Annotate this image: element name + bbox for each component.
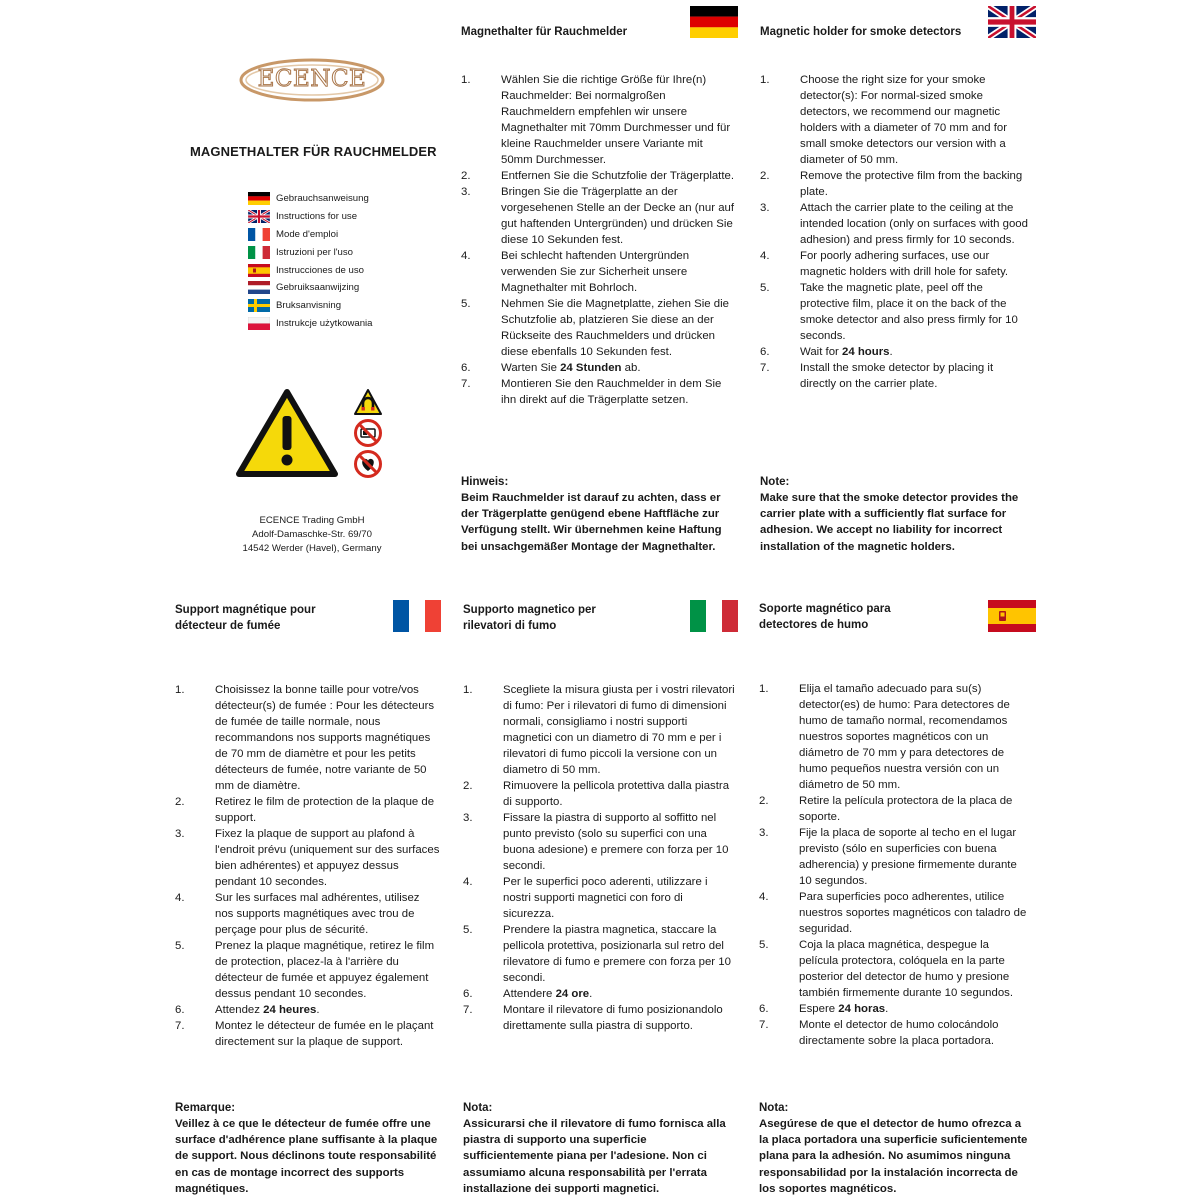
language-item-se <box>248 297 428 315</box>
step-item: 5. Nehmen Sie die Magnetplatte, ziehen Sie die Schutzfolie ab, platzieren Sie diese an der Rückseite des Rauchmelders und drücken diese ebenfalls 10 Sekunden fest. <box>461 298 729 358</box>
flag-gb-icon <box>248 210 270 223</box>
step-item: 6. Attendez 24 heures. <box>175 1004 320 1016</box>
step-item: 1. Scegliete la misura giusta per i vostri rilevatori di fumo: Per i rilevatori di fumo di dimensioni normali, consigliamo i nostri supporti magnetici con un diametro di 70 mm e per i rilevatori di fumo piccoli la versione con un diametro di 50 mm. <box>463 684 735 776</box>
magnet-warning-icon <box>353 388 383 421</box>
flag-fr-icon <box>248 228 270 241</box>
step-item: 2. Retire la película protectora de la placa de soporte. <box>759 795 1013 823</box>
step-item: 3. Attach the carrier plate to the ceiling at the intended location (only on surfaces with good adhesion) and press firmly for 10 seconds. <box>760 202 1028 246</box>
step-item: 2. Retirez le film de protection de la plaque de support. <box>175 796 435 824</box>
note-de <box>461 474 733 555</box>
note-fr <box>175 1100 447 1197</box>
language-item-es <box>248 261 428 279</box>
step-item: 1. Choose the right size for your smoke detector(s): For normal-sized smoke detectors, we recommend our magnetic holders with a diameter of 70 mm and for small smoke detectors our version with a diameter of 50 mm. <box>760 74 1008 166</box>
step-item: 6. Wait for 24 hours. <box>760 346 893 358</box>
step-item: 5. Prendere la piastra magnetica, staccare la pellicola protettiva, posizionarla sul retro del rilevatore di fumo e premere con forza per 10 secondi. <box>463 924 731 984</box>
section-title-fr: Support magnétique pour détecteur de fumée <box>175 604 316 632</box>
step-item: 3. Fije la placa de soporte al techo en el lugar previsto (sólo en superficies con buena adherencia) y presione firmemente durante 10 segundos. <box>759 827 1017 887</box>
step-item: 4. Sur les surfaces mal adhérentes, utilisez nos supports magnétiques avec trou de perçage pour plus de sécurité. <box>175 892 420 936</box>
section-title-es: Soporte magnético para detectores de humo <box>759 603 891 631</box>
no-electronics-icon <box>353 418 383 453</box>
address-line: Adolf-Damaschke-Str. 69/70 <box>252 529 372 540</box>
flag-de-icon <box>248 192 270 205</box>
step-item: 4. Per le superfici poco aderenti, utilizzare i nostri supporti magnetici con foro di sicurezza. <box>463 876 708 920</box>
section-title-de: Magnethalter für Rauchmelder <box>461 26 628 38</box>
step-item: 3. Fissare la piastra di supporto al soffitto nel punto previsto (solo su superfici con una buona adesione) e premere con forza per 10 secondi. <box>463 812 729 872</box>
step-item: 4. Para superficies poco adherentes, utilice nuestros soportes magnéticos con taladro de seguridad. <box>759 891 1027 935</box>
brand-logo <box>238 57 386 103</box>
language-label: Bruksanvisning <box>276 300 342 312</box>
flag-gb-icon <box>988 6 1036 38</box>
steps-list-en <box>760 72 1032 392</box>
steps-list-fr <box>175 682 440 1050</box>
language-label: Mode d'emploi <box>276 228 339 240</box>
language-label: Instrucciones de uso <box>276 264 364 276</box>
left-title: MAGNETHALTER FÜR RAUCHMELDER <box>190 144 437 159</box>
step-item: 4. Bei schlecht haftenden Untergründen verwenden Sie zur Sicherheit unsere Magnethalter mit Bohrloch. <box>461 250 690 294</box>
flag-es-icon <box>248 264 270 277</box>
language-item-de <box>248 190 428 208</box>
steps-list-it <box>463 682 735 1034</box>
step-item: 7. Install the smoke detector by placing it directly on the carrier plate. <box>760 362 994 390</box>
step-item: 7. Montieren Sie den Rauchmelder in dem Sie ihn direkt auf die Trägerplatte setzen. <box>461 378 722 406</box>
steps-list-de <box>461 72 736 408</box>
company-address <box>212 514 412 556</box>
flag-fr-icon <box>393 600 441 632</box>
note-body: Make sure that the smoke detector provides the carrier plate with a sufficiently flat surface for adhesion. We accept no liability for incorrect installation of the magnetic holders. <box>760 492 1019 553</box>
step-item: 1. Elija el tamaño adecuado para su(s) detector(es) de humo: Para detectores de humo de tamaño normal, recomendamos nuestros soportes magnéticos con un diámetro de 70 mm y para detectores de humo pequeños nuestra versión con un diámetro de 50 mm. <box>759 683 1010 791</box>
note-body: Asegúrese de que el detector de humo ofrezca a la placa portadora una superficie suficientemente plana para la adhesión. No asumimos ninguna responsabilidad por la instalación incorrecta de los soportes magnéticos. <box>759 1118 1028 1195</box>
section-title-it: Supporto magnetico per rilevatori di fumo <box>463 604 596 632</box>
language-list <box>248 190 428 332</box>
logo-text: ECENCE <box>257 66 367 92</box>
language-item-it <box>248 243 428 261</box>
flag-nl-icon <box>248 281 270 294</box>
note-body: Beim Rauchmelder ist darauf zu achten, dass er der Trägerplatte genügend ebene Haftfläche zur Verfügung stellt. Wir übernehmen keine Haftung bei unsachgemäßer Montage der Magnethalter. <box>461 492 722 553</box>
address-line: 14542 Werder (Havel), Germany <box>242 543 382 554</box>
step-item: 4. For poorly adhering surfaces, use our magnetic holders with drill hole for safety. <box>760 250 1009 278</box>
note-body: Assicurarsi che il rilevatore di fumo fornisca alla piastra di supporto una superficie sufficientemente piana per l'adesione. Non ci assumiamo alcuna responsabilità per l'errata installazione dei supporti magnetici. <box>463 1118 726 1195</box>
step-item: 1. Choisissez la bonne taille pour votre/vos détecteur(s) de fumée : Pour les détecteurs de fumée de taille normale, nous recommandons nos supports magnétiques de 70 mm de diamètre et pour les petits détecteurs de fumée, notre variante de 50 mm de diamètre. <box>175 684 435 792</box>
step-item: 6. Warten Sie 24 Stunden ab. <box>461 362 641 374</box>
flag-it-icon <box>690 600 738 632</box>
language-label: Istruzioni per l'uso <box>276 246 354 258</box>
note-heading: Hinweis: <box>461 476 509 488</box>
flag-it-icon <box>248 246 270 259</box>
language-item-pl <box>248 315 428 333</box>
language-label: Instrukcje użytkowania <box>276 317 373 329</box>
language-label: Gebruiksaanwijzing <box>276 282 360 294</box>
step-item: 2. Entfernen Sie die Schutzfolie der Trägerplatte. <box>461 170 735 182</box>
language-item-fr <box>248 226 428 244</box>
step-item: 5. Take the magnetic plate, peel off the protective film, place it on the back of the smoke detector and also press firmly for 10 seconds. <box>760 282 1018 342</box>
note-en <box>760 474 1032 555</box>
no-pacemaker-icon <box>353 449 383 484</box>
step-item: 7. Montare il rilevatore di fumo posizionandolo direttamente sulla piastra di supporto. <box>463 1004 723 1032</box>
note-es <box>759 1100 1031 1197</box>
step-item: 2. Rimuovere la pellicola protettiva dalla piastra di supporto. <box>463 780 730 808</box>
note-body: Veillez à ce que le détecteur de fumée offre une surface d'adhérence plane suffisante à la plaque de support. Nous déclinons toute responsabilité en cas de montage incorrect des supports magnétiques. <box>175 1118 438 1195</box>
address-line: ECENCE Trading GmbH <box>259 515 365 526</box>
step-item: 7. Monte el detector de humo colocándolo directamente sobre la placa portadora. <box>759 1019 999 1047</box>
language-item-nl <box>248 279 428 297</box>
step-item: 6. Attendere 24 ore. <box>463 988 593 1000</box>
step-item: 1. Wählen Sie die richtige Größe für Ihre(n) Rauchmelder: Bei normalgroßen Rauchmeldern empfehlen wir unsere Magnethalter mit 70mm Durchmesser und für kleine Rauchmelder unsere Variante mit 50mm Durchmesser. <box>461 74 731 166</box>
language-item-gb <box>248 208 428 226</box>
steps-list-es <box>759 681 1031 1049</box>
language-label: Instructions for use <box>276 211 358 223</box>
note-it <box>463 1100 735 1197</box>
step-item: 2. Remove the protective film from the backing plate. <box>760 170 1023 198</box>
step-item: 5. Prenez la plaque magnétique, retirez le film de protection, placez-la à l'arrière du détecteur de fumée et appuyez également dessus pendant 10 secondes. <box>175 940 435 1000</box>
warning-triangle-icon <box>235 388 339 483</box>
language-label: Gebrauchsanweisung <box>276 193 369 205</box>
step-item: 7. Montez le détecteur de fumée en le plaçant directement sur la plaque de support. <box>175 1020 434 1048</box>
step-item: 6. Espere 24 horas. <box>759 1003 889 1015</box>
flag-pl-icon <box>248 317 270 330</box>
note-heading: Remarque: <box>175 1102 236 1114</box>
step-item: 5. Coja la placa magnética, despegue la película protectora, colóquela en la parte posterior del detector de humo y presione también firmemente durante 10 segundos. <box>759 939 1014 999</box>
note-heading: Nota: <box>759 1102 789 1114</box>
section-title-en: Magnetic holder for smoke detectors <box>760 26 962 38</box>
note-heading: Note: <box>760 476 790 488</box>
note-heading: Nota: <box>463 1102 493 1114</box>
step-item: 3. Fixez la plaque de support au plafond à l'endroit prévu (uniquement sur des surfaces bien adhérentes) et appuyez dessus pendant 10 secondes. <box>175 828 440 888</box>
flag-se-icon <box>248 299 270 312</box>
step-item: 3. Bringen Sie die Trägerplatte an der vorgesehenen Stelle an der Decke an (nur auf gut haftenden Untergründen) und drücken Sie diese 10 Sekunden fest. <box>461 186 735 246</box>
flag-es-icon <box>988 600 1036 632</box>
flag-de-icon <box>690 6 738 38</box>
